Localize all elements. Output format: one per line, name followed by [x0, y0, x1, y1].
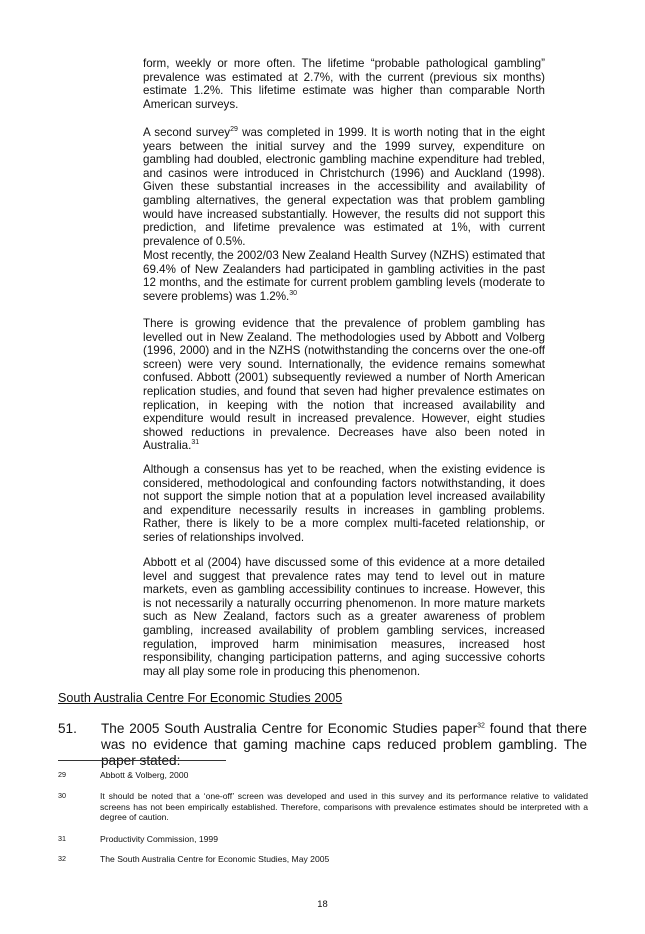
- footnote-number: 29: [58, 770, 66, 779]
- paragraph-text: was completed in 1999. It is worth noting that in the eight years between the initial survey and the 1999 survey, expenditure on gambling had doubled, electronic gambling machine expenditure had trebled, and casinos were introduced in Christchurch (1996) and Auckland (1998). Given these substantial increases in the accessibility and availability of gambling alternatives, the general expectation was that problem gambling would have increased substantially. However, the results did not support this prediction, and lifetime prevalence was estimated at 1%, with current prevalence of 0.5%.: [143, 126, 545, 248]
- paragraph-text: Although a consensus has yet to be reached, when the existing evidence is considered, methodological and confounding factors notwithstanding, it does not support the simple notion that at a population level increased availability and expenditure necessarily results in increases in gambling problems. Rather, there is likely to be a more complex multi-faceted relationship, or series of relationships involved.: [143, 463, 545, 544]
- footnote-reference: 30: [289, 289, 298, 297]
- footnote: [58, 834, 588, 846]
- paragraph-text: found that there was no evidence that gaming machine caps reduced problem gambling. The paper stated:: [101, 721, 587, 768]
- footnote-reference: 29: [230, 126, 238, 134]
- footnote-text: Abbott & Volberg, 2000: [100, 770, 189, 780]
- footnote: [58, 854, 588, 866]
- footnote-text: Productivity Commission, 1999: [100, 834, 218, 844]
- footnote-number: 30: [58, 791, 66, 800]
- paragraph-number: 51.: [58, 721, 77, 736]
- body-paragraph: [143, 249, 545, 315]
- footnote: [58, 770, 588, 782]
- paragraph-text: There is growing evidence that the prevalence of problem gambling has levelled out in New Zealand. The methodologies used by Abbott and Volberg (1996, 2000) and in the NZHS (notwithstanding the concerns over the one-off screen) were very sound. Internationally, the evidence remains somewhat confused. Abbott (2001) subsequently reviewed a number of North American replication studies, and found that seven had higher prevalence estimates on replication, in keeping with the notion that increased availability and expenditure would result in increased prevalence. However, eight studies showed reductions in prevalence. Decreases have also been noted in Australia.: [143, 317, 545, 453]
- body-paragraph: [143, 57, 545, 123]
- paragraph-text: Most recently, the 2002/03 New Zealand Health Survey (NZHS) estimated that 69.4% of New Zealanders had participated in gambling activities in the past 12 months, and the estimate for current problem gambling levels (moderate to severe problems) was 1.2%.: [143, 249, 545, 303]
- footnote-text: It should be noted that a ‘one-off’ screen was developed and used in this survey and its performance relative to validated screens has not been empirically established. Therefore, comparisons with prevalence estimates should be interpreted with a degree of caution.: [100, 791, 588, 823]
- footnote-number: 31: [58, 834, 66, 843]
- footnote-number: 32: [58, 854, 66, 863]
- numbered-paragraph: [101, 721, 587, 769]
- footnote-reference: 32: [477, 722, 485, 730]
- paragraph-text: A second survey: [143, 126, 231, 139]
- body-paragraph: [143, 556, 545, 690]
- page-number: 18: [317, 898, 328, 909]
- footnote-reference: 31: [191, 439, 200, 447]
- section-heading: South Australia Centre For Economic Studies 2005: [58, 691, 343, 705]
- body-paragraph: [143, 126, 545, 260]
- paragraph-text: The 2005 South Australia Centre for Economic Studies paper: [101, 721, 478, 736]
- paragraph-text: form, weekly or more often. The lifetime “probable pathological gambling” prevalence was estimated at 2.7%, with the current (previous six months) estimate 1.2%. This lifetime estimate was higher than comparable North American surveys.: [143, 57, 545, 111]
- body-paragraph: [143, 317, 545, 465]
- body-paragraph: [143, 463, 545, 557]
- footnote: [58, 791, 588, 825]
- footnote-separator: [58, 760, 226, 761]
- paragraph-text: Abbott et al (2004) have discussed some of this evidence at a more detailed level and suggest that prevalence rates may tend to level out in mature markets, even as gambling accessibility continues to increase. However, this is not necessarily a naturally occurring phenomenon. In more mature markets such as New Zealand, factors such as a greater awareness of problem gambling, increased availability of problem gambling services, increased regulation, improved harm minimisation measures, increased host responsibility, changing participation patterns, and aging successive cohorts may all play some role in producing this phenomenon.: [143, 556, 545, 678]
- footnote-text: The South Australia Centre for Economic Studies, May 2005: [100, 854, 330, 864]
